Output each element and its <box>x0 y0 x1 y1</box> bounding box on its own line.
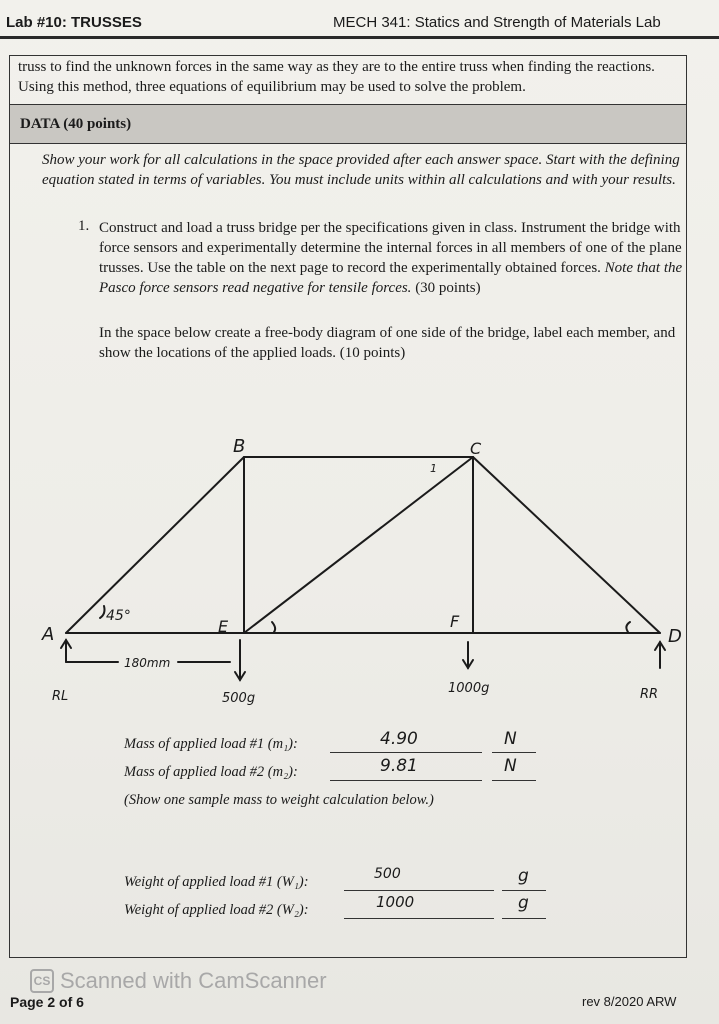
mass2-label: Mass of applied load #2 (m₂): <box>124 764 298 780</box>
label-A: A <box>42 624 55 645</box>
mass1-unit-line <box>492 752 536 753</box>
dimension-label: 180mm <box>124 656 171 670</box>
load-label-F: 1000g <box>448 681 490 696</box>
mass2-unit: N <box>504 756 517 776</box>
weight1-value: 500 <box>374 866 401 882</box>
load-label-E: 500g <box>222 691 256 706</box>
free-body-diagram <box>0 400 719 740</box>
camscanner-text: Scanned with CamScanner <box>60 968 327 993</box>
angle-label: 45° <box>106 608 131 624</box>
question-number: 1. <box>78 218 90 234</box>
label-E: E <box>218 617 229 636</box>
mass2-unit-line <box>492 780 536 781</box>
question-points: (30 points) <box>411 280 481 296</box>
weight1-answer-line <box>344 890 494 891</box>
mass1-label: Mass of applied load #1 (m₁): <box>124 736 298 752</box>
revision: rev 8/2020 ARW <box>582 994 677 1009</box>
question-subtext: In the space below create a free-body diagram of one side of the bridge, label each member, and show the locations of the applied loads. (10 points) <box>99 325 676 361</box>
weight2-answer-line <box>344 918 494 919</box>
reaction-label-left: RL <box>52 689 69 704</box>
member-CD <box>473 457 660 633</box>
course-title: MECH 341: Statics and Strength of Materials Lab <box>333 14 661 31</box>
instructions: Show your work for all calculations in the space provided after each answer space. Start with the defining equation stated in terms of variables. You must include units within all calculations and with your results. <box>42 152 680 188</box>
page-number: Page 2 of 6 <box>10 994 84 1010</box>
reaction-label-right: RR <box>640 687 659 702</box>
sample-calc-note: (Show one sample mass to weight calculation below.) <box>124 792 434 808</box>
weight1-unit: g <box>518 866 529 886</box>
angle-arc-E <box>272 622 275 632</box>
header-rule <box>0 36 719 39</box>
mass2-value: 9.81 <box>380 756 418 776</box>
weight1-unit-line <box>502 890 546 891</box>
label-D: D <box>668 626 682 647</box>
question-note: Note that the Pasco force sensors read negative for tensile forces. <box>99 260 683 296</box>
angle-arc-A <box>100 606 105 618</box>
label-B: B <box>233 436 246 457</box>
intro-paragraph: truss to find the unknown forces in the same way as they are to the entire truss when finding the reactions. Using this method, three equations of equilibrium may be used to solve the problem. <box>18 59 655 95</box>
weight2-label: Weight of applied load #2 (W₂): <box>124 902 309 918</box>
label-F: F <box>450 612 460 631</box>
question-text <box>99 218 689 298</box>
weight1-label: Weight of applied load #1 (W₁): <box>124 874 309 890</box>
weight2-unit: g <box>518 893 529 913</box>
camscanner-watermark <box>30 968 327 994</box>
weight2-unit-line <box>502 918 546 919</box>
mass1-value: 4.90 <box>380 729 418 749</box>
member-AB <box>66 457 244 633</box>
label-C: C <box>470 439 482 458</box>
camscanner-logo-icon: CS <box>30 969 54 993</box>
question-main: Construct and load a truss bridge per the specifications given in class. Instrument the bridge with force sensors and experimentally determine the internal forces in all members of one of the plane trusses. Use the table on the next page to record the experimentally obtained forces. <box>99 220 682 276</box>
angle-arc-D <box>626 622 630 632</box>
mass1-unit: N <box>504 729 517 749</box>
member-EC <box>244 457 473 633</box>
mass1-answer-line <box>330 752 482 753</box>
lab-title: Lab #10: TRUSSES <box>6 14 142 31</box>
member-mark: 1 <box>430 462 437 475</box>
weight2-value: 1000 <box>376 893 415 911</box>
mass2-answer-line <box>330 780 482 781</box>
data-section-title: DATA (40 points) <box>20 116 132 132</box>
